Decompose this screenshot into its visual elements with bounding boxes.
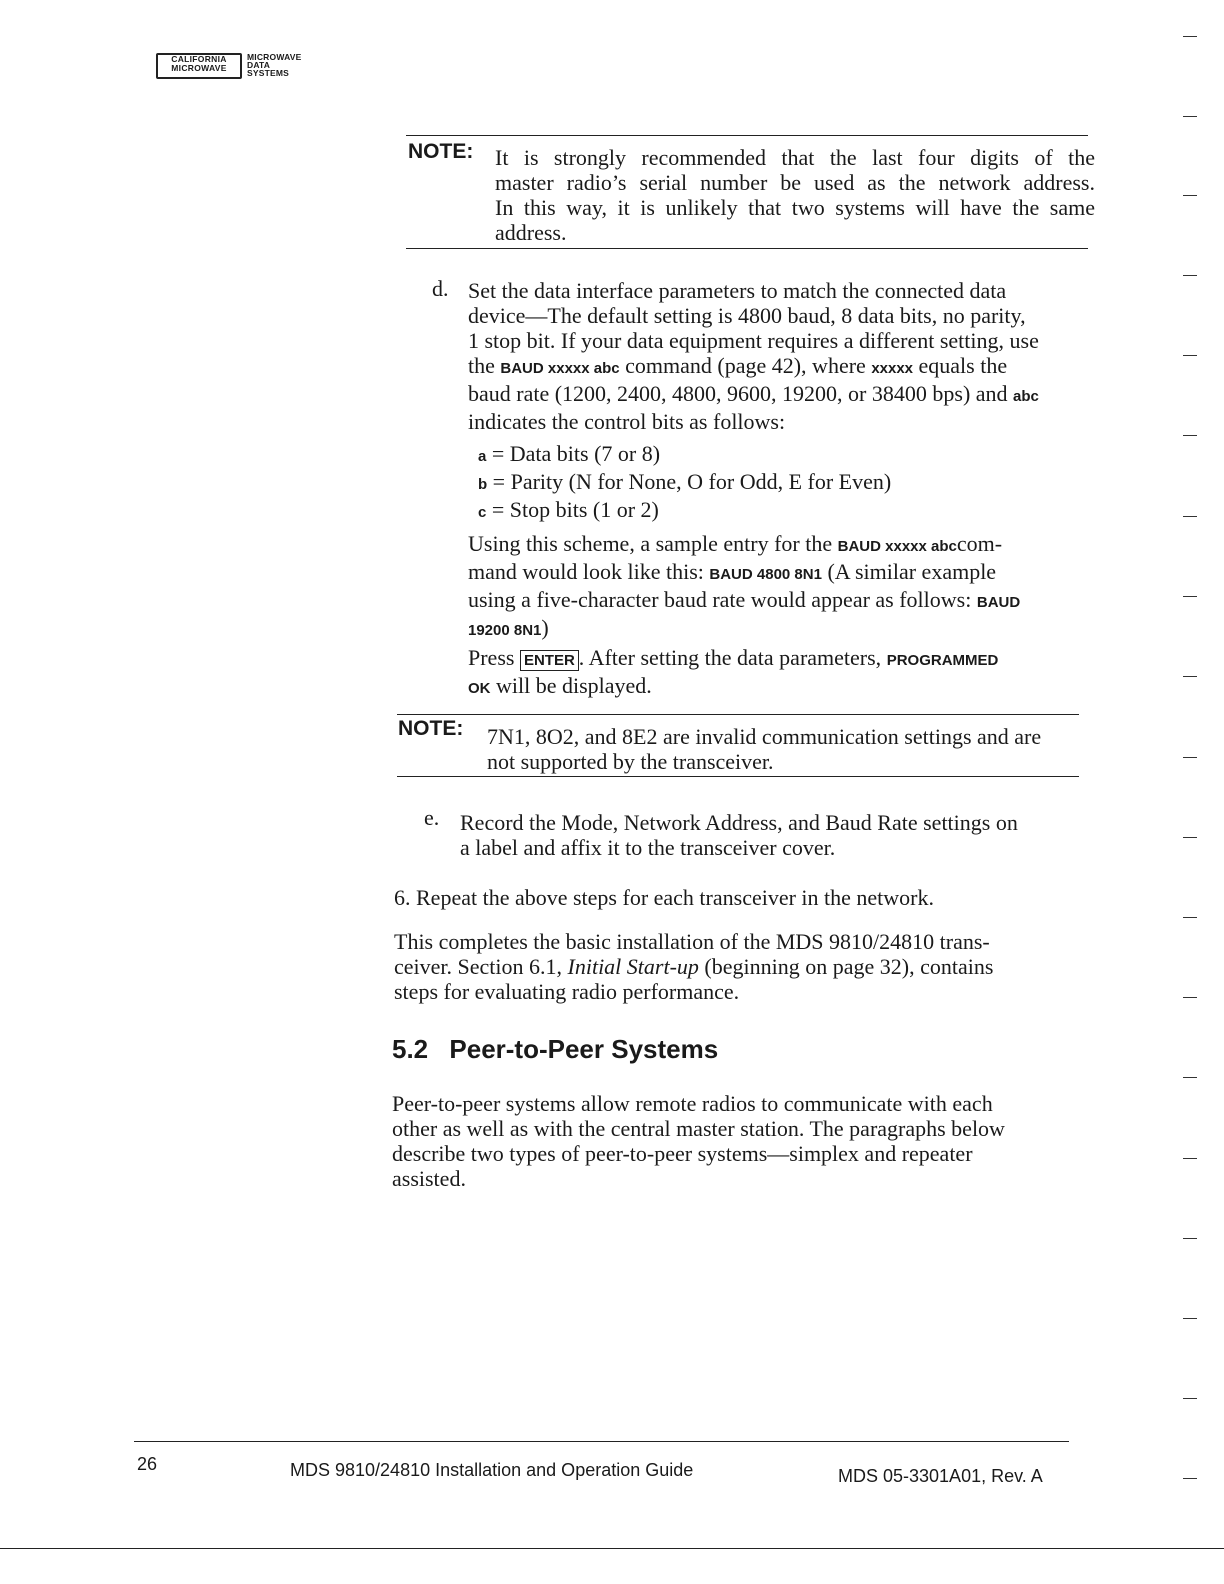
enter-key: ENTER (520, 650, 579, 671)
margin-tick (1183, 355, 1197, 356)
step-d-line-5 (468, 381, 1088, 409)
note2-label: NOTE: (398, 717, 464, 740)
step-e-line-1: Record the Mode, Network Address, and Baud Rate settings on (460, 810, 1018, 835)
scheme-line-4 (468, 615, 1088, 643)
step-e-marker: e. (424, 805, 440, 830)
margin-tick (1183, 435, 1197, 436)
completes-line-3: steps for evaluating radio performance. (394, 979, 740, 1004)
footer-rule (134, 1441, 1069, 1442)
margin-tick (1183, 1318, 1197, 1319)
company-logo-box (156, 53, 242, 79)
completes-paragraph (394, 929, 1074, 1004)
step-d-line-3: 1 stop bit. If your data equipment requires a different setting, use (468, 328, 1039, 353)
bit-c-item (478, 497, 1038, 525)
text-run: . After setting the data parameters, (578, 645, 882, 670)
text-run: baud rate (1200, 2400, 4800, 9600, 19200, or 38400 bps) and (468, 381, 1008, 406)
bit-a-item (478, 441, 1038, 469)
footer-doc-id: MDS 05-3301A01, Rev. A (838, 1466, 1043, 1486)
bit-desc: = Parity (N for None, O for Odd, E for Even) (492, 469, 892, 494)
logo-word-1: MICROWAVE (247, 52, 302, 62)
section-reference: Initial Start-up (567, 954, 699, 979)
margin-tick (1183, 1478, 1197, 1479)
baud-example-command: BAUD 4800 8N1 (709, 566, 822, 583)
section-line-1: Peer-to-peer systems allow remote radios to communicate with each (392, 1091, 993, 1116)
control-bits-list (478, 441, 1038, 525)
baud-example2-command: BAUD (976, 594, 1021, 611)
note2-bottom-rule (397, 776, 1079, 777)
note1-line-3: In this way, it is unlikely that two systems will have the same (495, 195, 1095, 220)
logo-line-2: MICROWAVE (171, 63, 227, 73)
note1-bottom-rule (406, 248, 1088, 249)
baud-command: BAUD xxxxx abc (837, 538, 957, 555)
section-line-2: other as well as with the central master station. The paragraphs below (392, 1116, 1005, 1141)
margin-tick (1183, 917, 1197, 918)
ok-message: OK (468, 680, 491, 697)
step-d-line-1: Set the data interface parameters to match the connected data (468, 278, 1007, 303)
margin-tick (1183, 116, 1197, 117)
bit-key: b (478, 476, 488, 493)
note2-top-rule (397, 714, 1079, 715)
step-d-line-4 (468, 353, 1088, 381)
page-number: 26 (137, 1454, 158, 1474)
section-title: Peer-to-Peer Systems (449, 1034, 719, 1064)
footer-title: MDS 9810/24810 Installation and Operation Guide (290, 1460, 694, 1480)
margin-tick (1183, 1158, 1197, 1159)
control-bits-placeholder: abc (1013, 388, 1039, 405)
margin-tick (1183, 997, 1197, 998)
margin-tick (1183, 596, 1197, 597)
note2-line-1: 7N1, 8O2, and 8E2 are invalid communication settings and are (487, 724, 1042, 749)
baud-example2-args: 19200 8N1 (468, 622, 542, 639)
margin-tick (1183, 676, 1197, 677)
bit-key: a (478, 448, 487, 465)
scan-edge-line (0, 1548, 1224, 1549)
text-run: Press (468, 645, 515, 670)
text-run: the (468, 353, 495, 378)
company-logo-words (247, 53, 302, 77)
margin-tick (1183, 36, 1197, 37)
step-d-line-2: device—The default setting is 4800 baud, 8 data bits, no parity, (468, 303, 1026, 328)
logo-line-1: CALIFORNIA (171, 54, 227, 64)
section-line-3: describe two types of peer-to-peer systems—simplex and repeater (392, 1141, 973, 1166)
text-run: ceiver. Section 6.1, (394, 954, 563, 979)
bit-key: c (478, 504, 487, 521)
press-enter-paragraph (468, 645, 1088, 701)
text-run: (A similar example (827, 559, 997, 584)
step-e-line-2: a label and affix it to the transceiver cover. (460, 835, 836, 860)
note2-text (487, 724, 1087, 774)
scheme-paragraph (468, 531, 1088, 643)
note1-line-4: address. (495, 220, 567, 245)
bit-desc: = Data bits (7 or 8) (491, 441, 661, 466)
margin-tick (1183, 275, 1197, 276)
press-line-2 (468, 673, 1088, 701)
completes-line-2 (394, 954, 1074, 979)
text-run: using a five-character baud rate would appear as follows: (468, 587, 972, 612)
text-run: (beginning on page 32), contains (704, 954, 994, 979)
note2-line-2: not supported by the transceiver. (487, 749, 774, 774)
step-d-line-6: indicates the control bits as follows: (468, 409, 786, 434)
text-run: ) (541, 615, 549, 640)
margin-tick (1183, 837, 1197, 838)
step-6-item (394, 885, 1094, 910)
section-line-4: assisted. (392, 1166, 466, 1191)
text-run: equals the (918, 353, 1008, 378)
scheme-line-3 (468, 587, 1088, 615)
programmed-message: PROGRAMMED (886, 652, 999, 669)
section-heading (392, 1034, 718, 1065)
scheme-line-2 (468, 559, 1088, 587)
margin-tick (1183, 757, 1197, 758)
scheme-line-1 (468, 531, 1088, 559)
logo-word-2: DATA (247, 60, 271, 70)
note1-text (495, 145, 1095, 245)
note1-top-rule (406, 135, 1088, 136)
logo-word-3: SYSTEMS (247, 68, 290, 78)
margin-tick (1183, 1238, 1197, 1239)
note1-label: NOTE: (408, 140, 474, 163)
step-e-paragraph (460, 810, 1080, 860)
text-run: mand would look like this: (468, 559, 704, 584)
step-6-marker: 6. (394, 885, 411, 910)
bit-desc: = Stop bits (1 or 2) (491, 497, 659, 522)
press-line-1 (468, 645, 1088, 673)
text-run: Using this scheme, a sample entry for the (468, 531, 833, 556)
bit-b-item (478, 469, 1038, 497)
margin-tick (1183, 1398, 1197, 1399)
margin-tick (1183, 195, 1197, 196)
text-run: com- (956, 531, 1003, 556)
section-paragraph (392, 1091, 1092, 1191)
step-d-marker: d. (432, 276, 449, 301)
note1-line-2: master radio’s serial number be used as the network address. (495, 170, 1095, 195)
step-6-text: Repeat the above steps for each transceiver in the network. (416, 885, 935, 910)
step-d-paragraph (468, 278, 1088, 434)
baud-rate-placeholder: xxxxx (871, 360, 914, 377)
baud-command: BAUD xxxxx abc (500, 360, 620, 377)
margin-tick (1183, 516, 1197, 517)
completes-line-1: This completes the basic installation of the MDS 9810/24810 trans- (394, 929, 990, 954)
margin-tick (1183, 1077, 1197, 1078)
section-number: 5.2 (392, 1034, 429, 1064)
text-run: will be displayed. (496, 673, 652, 698)
note1-line-1: It is strongly recommended that the last four digits of the (495, 145, 1095, 170)
text-run: command (page 42), where (625, 353, 866, 378)
